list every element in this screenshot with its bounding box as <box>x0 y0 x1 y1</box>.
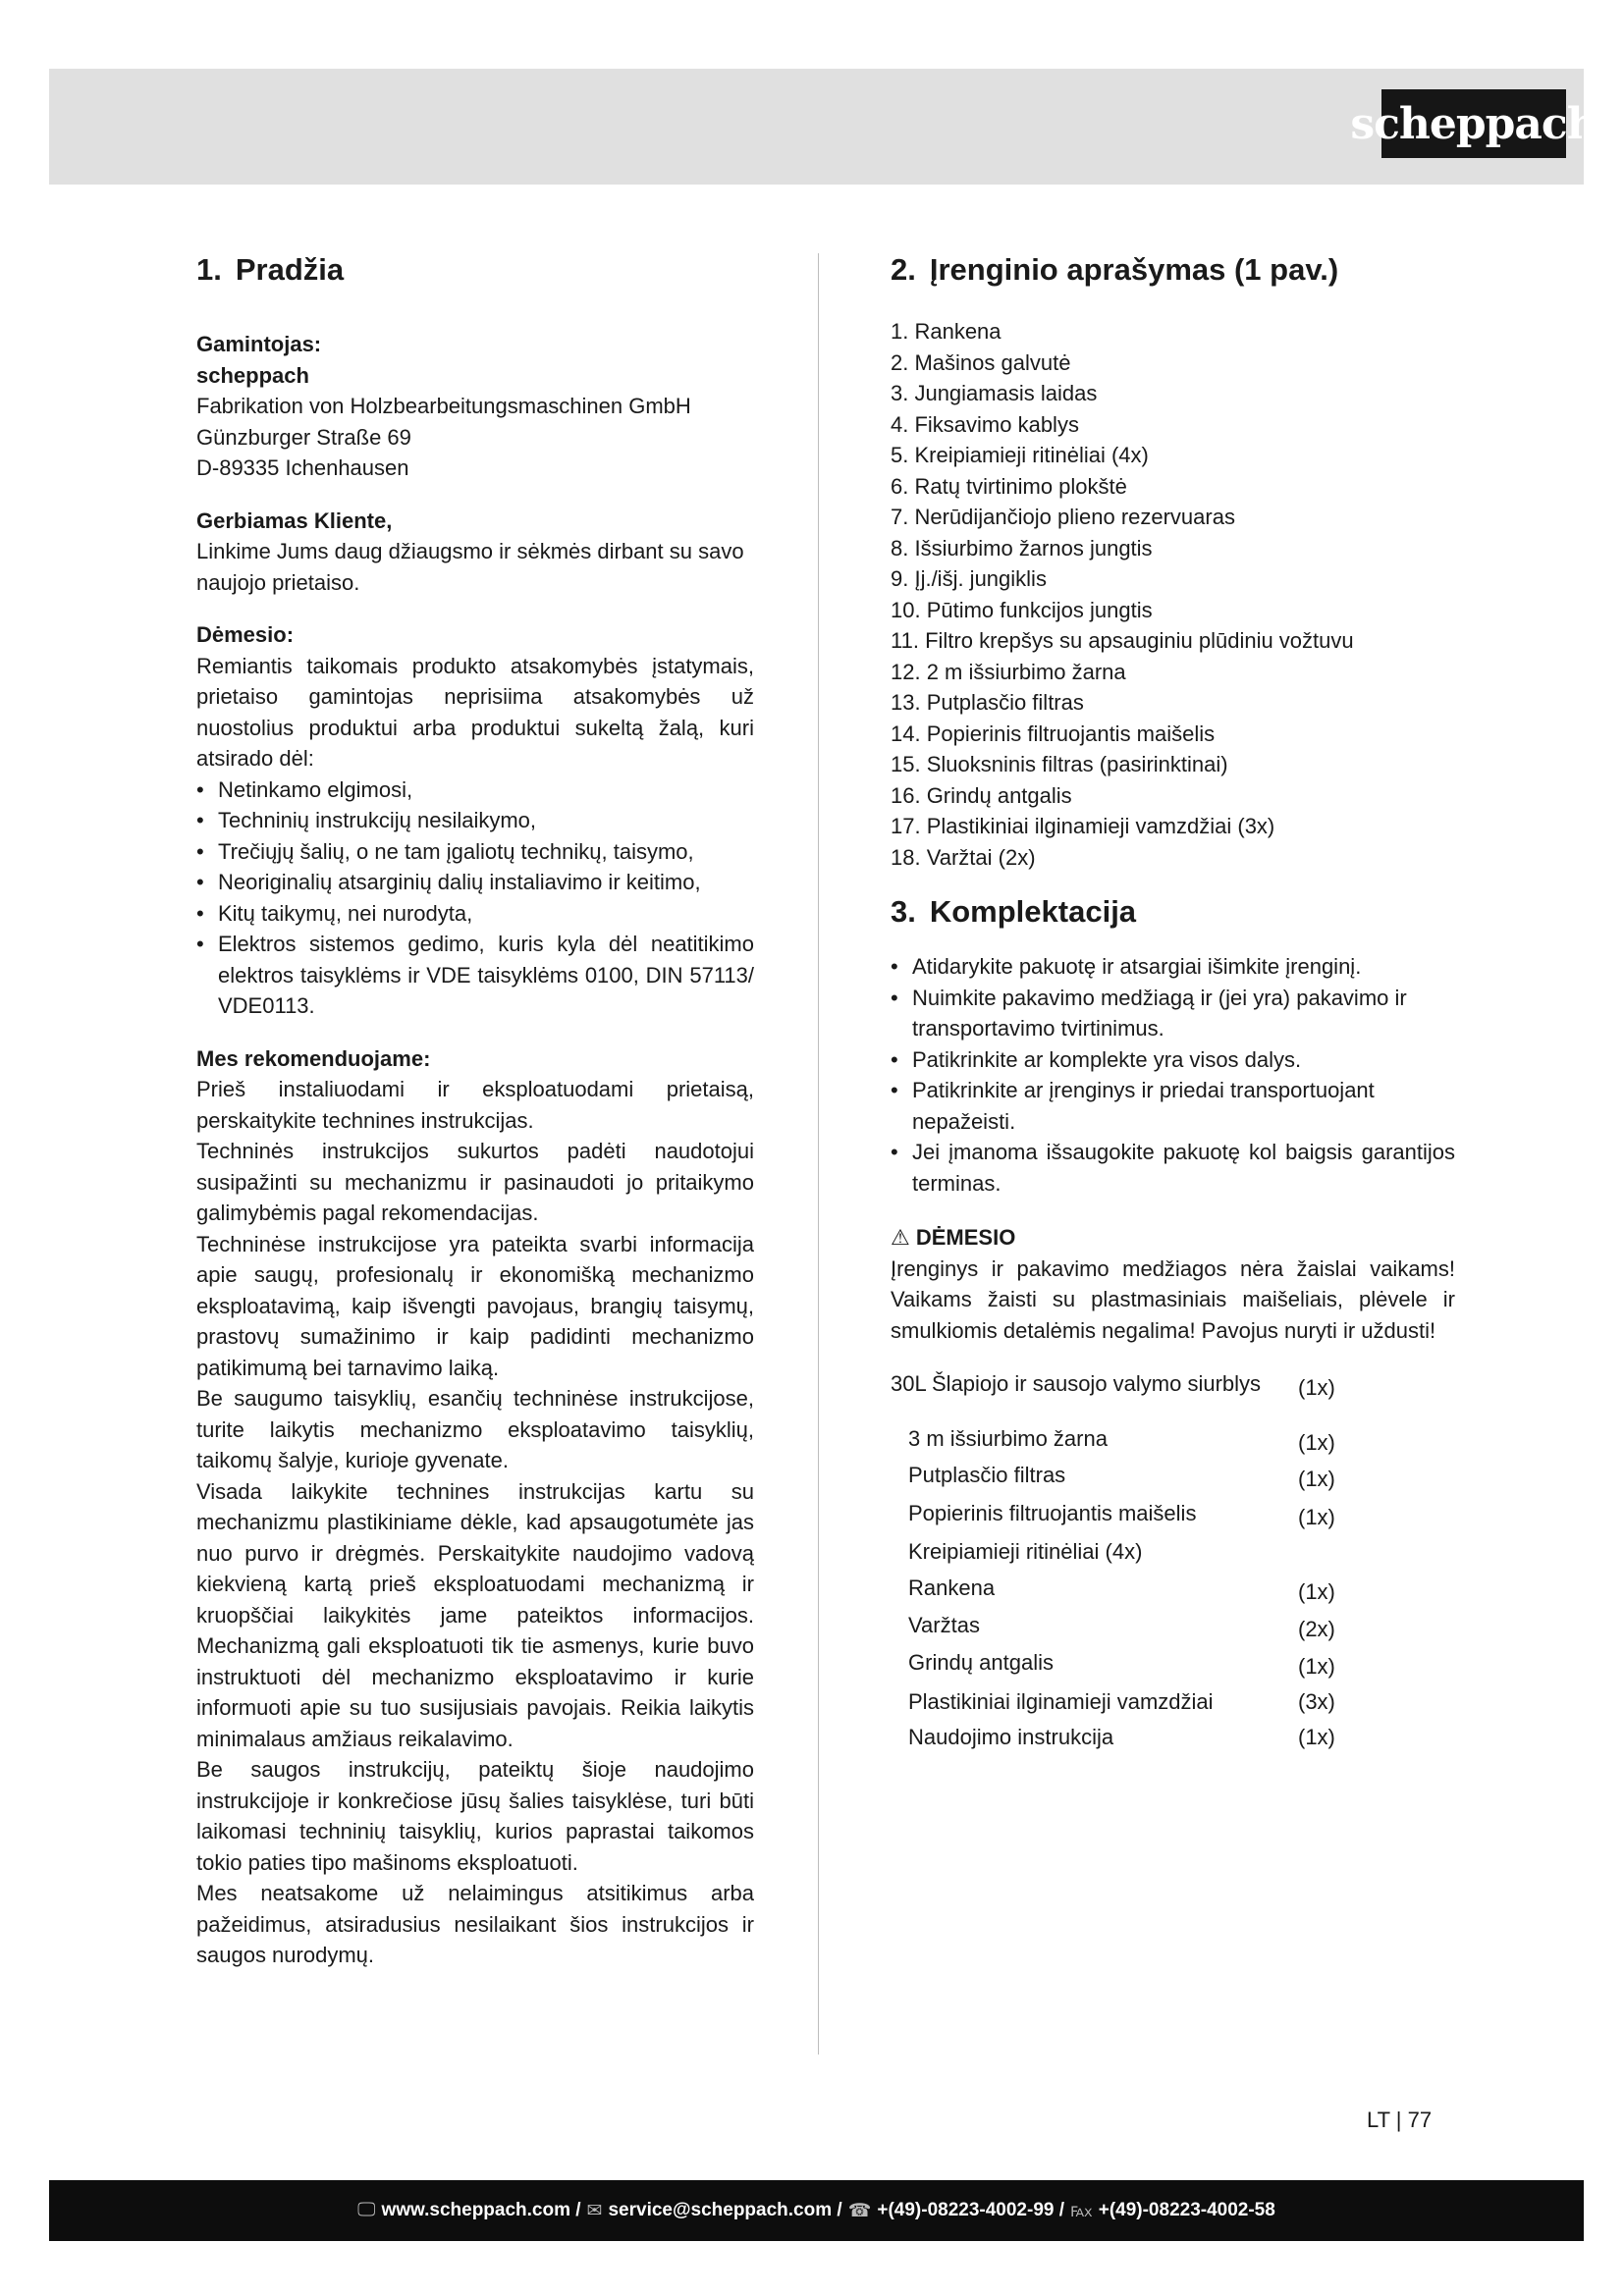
table-row <box>891 1463 1377 1501</box>
item-name: Varžtas <box>908 1613 980 1637</box>
item-name: Putplasčio filtras <box>908 1463 1066 1487</box>
paragraph: Mes neatsakome už nelaimingus atsitikimus arba pažeidimus, atsiradusius nesilaikant šios instrukcijos ir saugos nurodymų. <box>196 1881 754 1967</box>
section-3-heading <box>891 892 1455 932</box>
manufacturer-label: Gamintojas: <box>196 332 322 356</box>
list-item: 4. Fiksavimo kablys <box>891 411 1079 437</box>
paragraph: Visada laikykite technines instrukcijas kartu su mechanizmu plastikiniame dėkle, kad apsaugotumėte jas nuo purvo ir drėgmės. Perskaitykite naudojimo vadovą kiekvieną kartą prieš eksploatuodami mechanizmą ir kruopščiai laikykitės jame pateiktos informacijos. Mechanizmą gali eksploatuoti tik tie asmenys, kurie buvo instruktuoti dėl mechanizmo eksploatavimo ir kurie informuoti apie su tuo susijusiais pavojais. Reikia laikytis minimalaus amžiaus reikalavimo. <box>196 1478 754 1751</box>
mail-icon: ✉ <box>586 2200 603 2221</box>
item-qty: (1x) <box>1298 1375 1335 1400</box>
fax-icon: ℻ <box>1070 2200 1093 2221</box>
attention-title: Dėmesio: <box>196 622 295 647</box>
right-column <box>891 250 1455 1760</box>
table-row <box>891 1575 1377 1613</box>
list-item: 18. Varžtai (2x) <box>891 844 1036 870</box>
list-item: 14. Popierinis filtruojantis maišelis <box>891 721 1216 746</box>
list-item: 11. Filtro krepšys su apsauginiu plūdiniu vožtuvu <box>891 628 1354 653</box>
warning-title: DĖMESIO <box>915 1225 1016 1250</box>
list-item: • Atidarykite pakuotę ir atsargiai išimkite įrenginį. <box>891 951 1455 983</box>
item-qty: (3x) <box>1298 1689 1335 1714</box>
section-number: 3. <box>891 894 916 929</box>
attention-list <box>196 774 754 1022</box>
warning-text: Įrenginys ir pakavimo medžiagos nėra žaislai vaikams! Vaikams žaisti su plastmasiniais maišeliais, plėvele ir smulkiomis detalėmis negalima! Pavojus nuryti ir uždusti! <box>891 1255 1455 1343</box>
list-item: • Elektros sistemos gedimo, kuris kyla dėl neatitikimo elektros taisyklėms ir VDE taisyklėms 0100, DIN 57113/ VDE0113. <box>196 929 754 1022</box>
item-qty: (1x) <box>1298 1505 1335 1529</box>
website-link[interactable]: www.scheppach.com / <box>381 2200 581 2220</box>
section-title: Komplektacija <box>929 894 1137 929</box>
item-name: Rankena <box>908 1575 996 1600</box>
paragraph: Be saugos instrukcijų, pateiktų šioje naudojimo instrukcijoje ir konkrečiose jūsų šalies taisyklėse, turi būti laikomasi techninių taisyklių, kurios paprastai taikomos tokio paties tipo mašinoms eksploatuoti. <box>196 1757 754 1875</box>
list-item: 1. Rankena <box>891 319 1001 344</box>
list-item: 13. Putplasčio filtras <box>891 690 1084 715</box>
section-number: 2. <box>891 252 916 287</box>
table-row <box>891 1725 1377 1760</box>
phone-icon: ☎ <box>847 2200 872 2221</box>
item-name: Kreipiamieji ritinėliai (4x) <box>908 1539 1143 1564</box>
item-name: Grindų antgalis <box>908 1650 1054 1675</box>
manufacturer-name: scheppach <box>196 362 309 388</box>
item-name: Popierinis filtruojantis maišelis <box>908 1501 1197 1525</box>
item-name: 30L Šlapiojo ir sausojo valymo siurblys <box>891 1371 1262 1396</box>
section-title: Įrenginio aprašymas (1 pav.) <box>929 252 1339 287</box>
item-qty: (1x) <box>1298 1579 1335 1604</box>
paragraph: Be saugumo taisyklių, esančių techninėse instrukcijose, turite laikytis mechanizmo eksploatavimo taisyklių, taikomų šalyje, kurioje gyvenate. <box>196 1386 754 1472</box>
column-divider <box>818 253 819 2055</box>
paragraph: Techninės instrukcijos sukurtos padėti naudotojui susipažinti su mechanizmu ir pasinaudoti jo pritaikymo galimybėmis pagal rekomendacijas. <box>196 1139 754 1225</box>
phone-number: +(49)-08223-4002-99 / <box>877 2200 1065 2220</box>
list-item: 6. Ratų tvirtinimo plokštė <box>891 473 1127 499</box>
greeting-title: Gerbiamas Kliente, <box>196 507 393 533</box>
recommend-title: Mes rekomenduojame: <box>196 1045 431 1071</box>
kit-instructions-list <box>891 951 1455 1199</box>
monitor-icon: 🖵 <box>357 2200 376 2220</box>
list-item: 9. Įj./išj. jungiklis <box>891 566 1047 591</box>
list-item: • Patikrinkite ar įrenginys ir priedai transportuojant nepažeisti. <box>891 1075 1455 1137</box>
email-link[interactable]: service@scheppach.com / <box>608 2200 842 2220</box>
table-row <box>891 1689 1377 1725</box>
list-item: • Nuimkite pakavimo medžiagą ir (jei yra) pakavimo ir transportavimo tvirtinimus. <box>891 983 1455 1044</box>
section-number: 1. <box>196 252 222 287</box>
footer-contact-bar <box>49 2180 1584 2241</box>
table-row <box>891 1613 1377 1650</box>
warning-icon: ⚠ <box>891 1225 910 1250</box>
list-item: 12. 2 m išsiurbimo žarna <box>891 659 1126 684</box>
list-item: • Netinkamo elgimosi, <box>196 774 754 806</box>
fax-number: +(49)-08223-4002-58 <box>1098 2200 1275 2220</box>
item-name: 3 m išsiurbimo žarna <box>908 1426 1108 1451</box>
item-qty: (1x) <box>1298 1725 1335 1749</box>
item-qty <box>1298 1539 1377 1575</box>
left-column <box>196 250 754 1971</box>
table-row <box>891 1501 1377 1539</box>
item-qty: (1x) <box>1298 1467 1335 1491</box>
item-name: Naudojimo instrukcija <box>908 1725 1114 1749</box>
attention-text: Remiantis taikomais produkto atsakomybės įstatymais, prietaiso gamintojas neprisiima atsakomybės už nuostolius produktui arba produktui sukeltą žalą, kuri atsirado dėl: <box>196 653 754 771</box>
item-qty: (1x) <box>1298 1654 1335 1679</box>
list-item: • Kitų taikymų, nei nurodyta, <box>196 898 754 930</box>
parts-list <box>891 316 1455 873</box>
list-item: 16. Grindų antgalis <box>891 782 1072 808</box>
list-item: • Jei įmanoma išsaugokite pakuotę kol baigsis garantijos terminas. <box>891 1137 1455 1199</box>
page-number: LT | 77 <box>1367 2108 1433 2132</box>
table-row <box>891 1650 1377 1689</box>
table-row <box>891 1426 1377 1463</box>
greeting-text: Linkime Jums daug džiaugsmo ir sėkmės dirbant su savo naujojo prietaiso. <box>196 539 744 595</box>
item-name: Plastikiniai ilginamieji vamzdžiai <box>908 1689 1214 1714</box>
list-item: 8. Išsiurbimo žarnos jungtis <box>891 535 1153 561</box>
list-item: 7. Nerūdijančiojo plieno rezervuaras <box>891 505 1235 529</box>
warning-heading <box>891 1222 1455 1254</box>
list-item: 10. Pūtimo funkcijos jungtis <box>891 597 1153 622</box>
list-item: 2. Mašinos galvutė <box>891 349 1071 375</box>
list-item: • Patikrinkite ar komplekte yra visos dalys. <box>891 1044 1455 1076</box>
paragraph: Prieš instaliuodami ir eksploatuodami prietaisą, perskaitykite technines instrukcijas. <box>196 1077 754 1133</box>
address-line: D-89335 Ichenhausen <box>196 455 409 480</box>
table-row <box>891 1371 1377 1426</box>
section-2-heading <box>891 250 1455 290</box>
list-item: 5. Kreipiamieji ritinėliai (4x) <box>891 443 1149 467</box>
section-title: Pradžia <box>235 252 345 287</box>
paragraph: Techninėse instrukcijose yra pateikta svarbi informacija apie saugų, profesionalų ir ekonomišką mechanizmo eksploatavimą, kaip išvengti pavojaus, brangių taisymų, prastovų sumažinimo ir kaip padidinti mechanizmo patikimumą bei tarnavimo laiką. <box>196 1231 754 1380</box>
address-line: Günzburger Straße 69 <box>196 424 411 450</box>
item-qty: (1x) <box>1298 1430 1335 1455</box>
item-qty: (2x) <box>1298 1617 1335 1641</box>
list-item: 15. Sluoksninis filtras (pasirinktinai) <box>891 752 1228 776</box>
section-1-heading <box>196 250 754 290</box>
list-item: 3. Jungiamasis laidas <box>891 381 1098 405</box>
list-item: • Trečiųjų šalių, o ne tam įgaliotų technikų, taisymo, <box>196 836 754 868</box>
list-item: • Neoriginalių atsarginių dalių instaliavimo ir keitimo, <box>196 867 754 898</box>
scheppach-logo: scheppach <box>1381 89 1566 158</box>
table-row <box>891 1539 1377 1575</box>
address-line: Fabrikation von Holzbearbeitungsmaschinen GmbH <box>196 394 691 418</box>
list-item: • Techninių instrukcijų nesilaikymo, <box>196 805 754 836</box>
contents-table <box>891 1371 1377 1760</box>
list-item: 17. Plastikiniai ilginamieji vamzdžiai (3x) <box>891 814 1275 838</box>
